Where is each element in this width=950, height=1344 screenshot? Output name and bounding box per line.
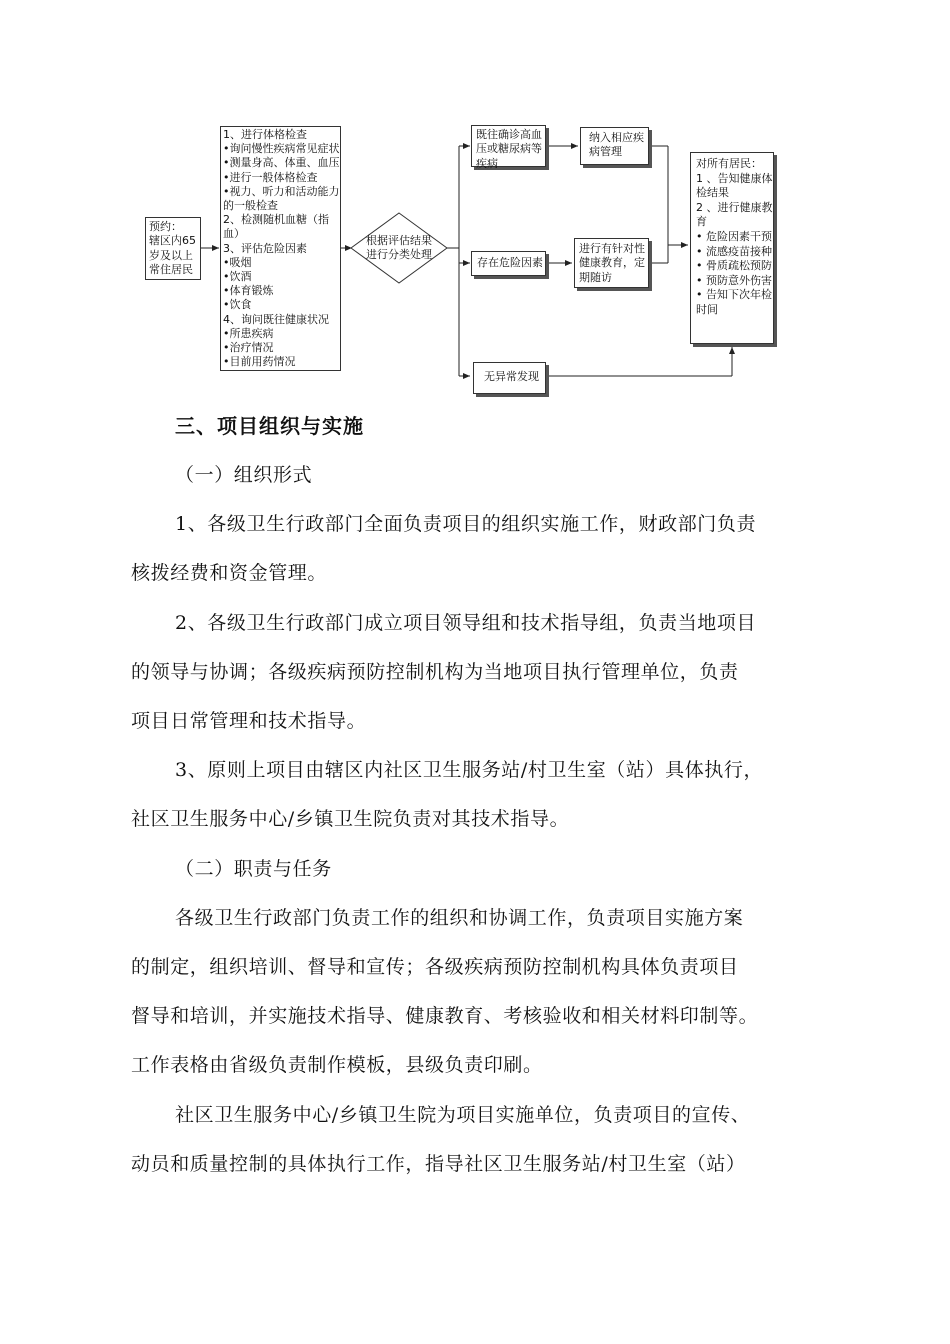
checks-line: 的一般检查 <box>223 199 278 213</box>
normal-box <box>473 362 546 394</box>
checks-box <box>220 126 341 371</box>
education-line: 进行有针对性 <box>579 242 645 255</box>
risk-label: 存在危险因素 <box>477 256 543 269</box>
reserve-line: 岁及以上 <box>149 248 193 262</box>
checks-line: •测量身高、体重、血压 <box>223 156 340 170</box>
checks-line: •饮酒 <box>223 270 252 284</box>
diagnosed-line: 压或糖尿病等 <box>476 142 542 156</box>
paragraph-4-line: 的制定，组织培训、督导和宣传；各级疾病预防控制机构具体负责项目 <box>131 956 739 978</box>
risk-box <box>471 251 546 276</box>
all-residents-line: • 告知下次年检 <box>696 288 772 302</box>
decision-line: 进行分类处理 <box>366 248 432 261</box>
checks-line: 3、评估危险因素 <box>223 241 307 255</box>
manage-line: 病管理 <box>589 145 622 159</box>
subheading-duties: （二）职责与任务 <box>175 858 332 880</box>
checks-line: 4、询问既往健康状况 <box>223 312 329 326</box>
paragraph-4-line: 各级卫生行政部门负责工作的组织和协调工作，负责项目实施方案 <box>175 907 744 929</box>
all-residents-line: 育 <box>696 215 707 229</box>
diagnosed-line: 疾病 <box>476 156 498 170</box>
paragraph-4-line: 督导和培训，并实施技术指导、健康教育、考核验收和相关材料印制等。 <box>131 1005 759 1027</box>
checks-line: •视力、听力和活动能力 <box>223 184 340 198</box>
normal-label: 无异常发现 <box>484 370 539 383</box>
checks-line: •吸烟 <box>223 255 252 269</box>
all-residents-line: 对所有居民： <box>696 157 762 170</box>
reserve-line: 辖区内65 <box>149 234 196 248</box>
paragraph-3-line: 社区卫生服务中心/乡镇卫生院负责对其技术指导。 <box>131 808 570 830</box>
all-residents-line: • 骨质疏松预防 <box>696 259 772 273</box>
flowchart-connectors <box>0 0 950 410</box>
checks-line: 血） <box>223 227 245 241</box>
education-line: 健康教育，定 <box>579 256 645 270</box>
reserve-line: 预约： <box>149 220 182 233</box>
paragraph-2-line: 2、各级卫生行政部门成立项目领导组和技术指导组，负责当地项目 <box>175 612 757 634</box>
paragraph-4-line: 工作表格由省级负责制作模板，县级负责印刷。 <box>131 1054 543 1076</box>
all-residents-box <box>690 152 774 344</box>
checks-line: •体育锻炼 <box>223 284 274 298</box>
decision-line: 根据评估结果 <box>366 234 432 247</box>
flowchart <box>0 0 950 410</box>
manage-line: 纳入相应疾 <box>589 131 644 144</box>
education-box <box>574 238 649 288</box>
education-line: 期随访 <box>579 270 612 284</box>
checks-line: •所患疾病 <box>223 326 274 340</box>
paragraph-5-line: 社区卫生服务中心/乡镇卫生院为项目实施单位，负责项目的宣传、 <box>175 1104 751 1126</box>
reserve-box <box>145 217 201 280</box>
decision-label <box>361 234 437 262</box>
checks-line: •饮食 <box>223 298 252 312</box>
subheading-organization: （一）组织形式 <box>175 464 313 486</box>
checks-line: •目前用药情况 <box>223 355 296 369</box>
all-residents-line: • 危险因素干预 <box>696 229 772 243</box>
manage-box <box>580 127 649 165</box>
all-residents-line: • 流感疫苗接种 <box>696 244 772 258</box>
all-residents-line: • 预防意外伤害 <box>696 273 772 287</box>
all-residents-line: 时间 <box>696 302 718 316</box>
checks-line: •治疗情况 <box>223 341 274 355</box>
diagnosed-line: 既往确诊高血 <box>476 128 542 141</box>
paragraph-2-line: 的领导与协调；各级疾病预防控制机构为当地项目执行管理单位，负责 <box>131 661 739 683</box>
all-residents-line: 1 、告知健康体 <box>696 171 773 185</box>
paragraph-1-line: 1、各级卫生行政部门全面负责项目的组织实施工作，财政部门负责 <box>175 513 757 535</box>
diagnosed-box <box>471 125 546 170</box>
paragraph-3-line: 3、原则上项目由辖区内社区卫生服务站/村卫生室（站）具体执行， <box>175 759 764 781</box>
checks-line: 2、检测随机血糖（指 <box>223 213 329 227</box>
reserve-line: 常住居民 <box>149 263 193 277</box>
checks-line: 1、进行体格检查 <box>223 128 307 141</box>
paragraph-2-line: 项目日常管理和技术指导。 <box>131 710 367 732</box>
checks-line: •询问慢性疾病常见症状 <box>223 142 340 156</box>
section-heading: 三、项目组织与实施 <box>175 414 364 438</box>
all-residents-line: 2 、进行健康教 <box>696 200 773 214</box>
checks-line: •进行一般体格检查 <box>223 170 318 184</box>
all-residents-line: 检结果 <box>696 186 729 200</box>
paragraph-1-line: 核拨经费和资金管理。 <box>131 562 328 584</box>
paragraph-5-line: 动员和质量控制的具体执行工作，指导社区卫生服务站/村卫生室（站） <box>131 1153 746 1175</box>
